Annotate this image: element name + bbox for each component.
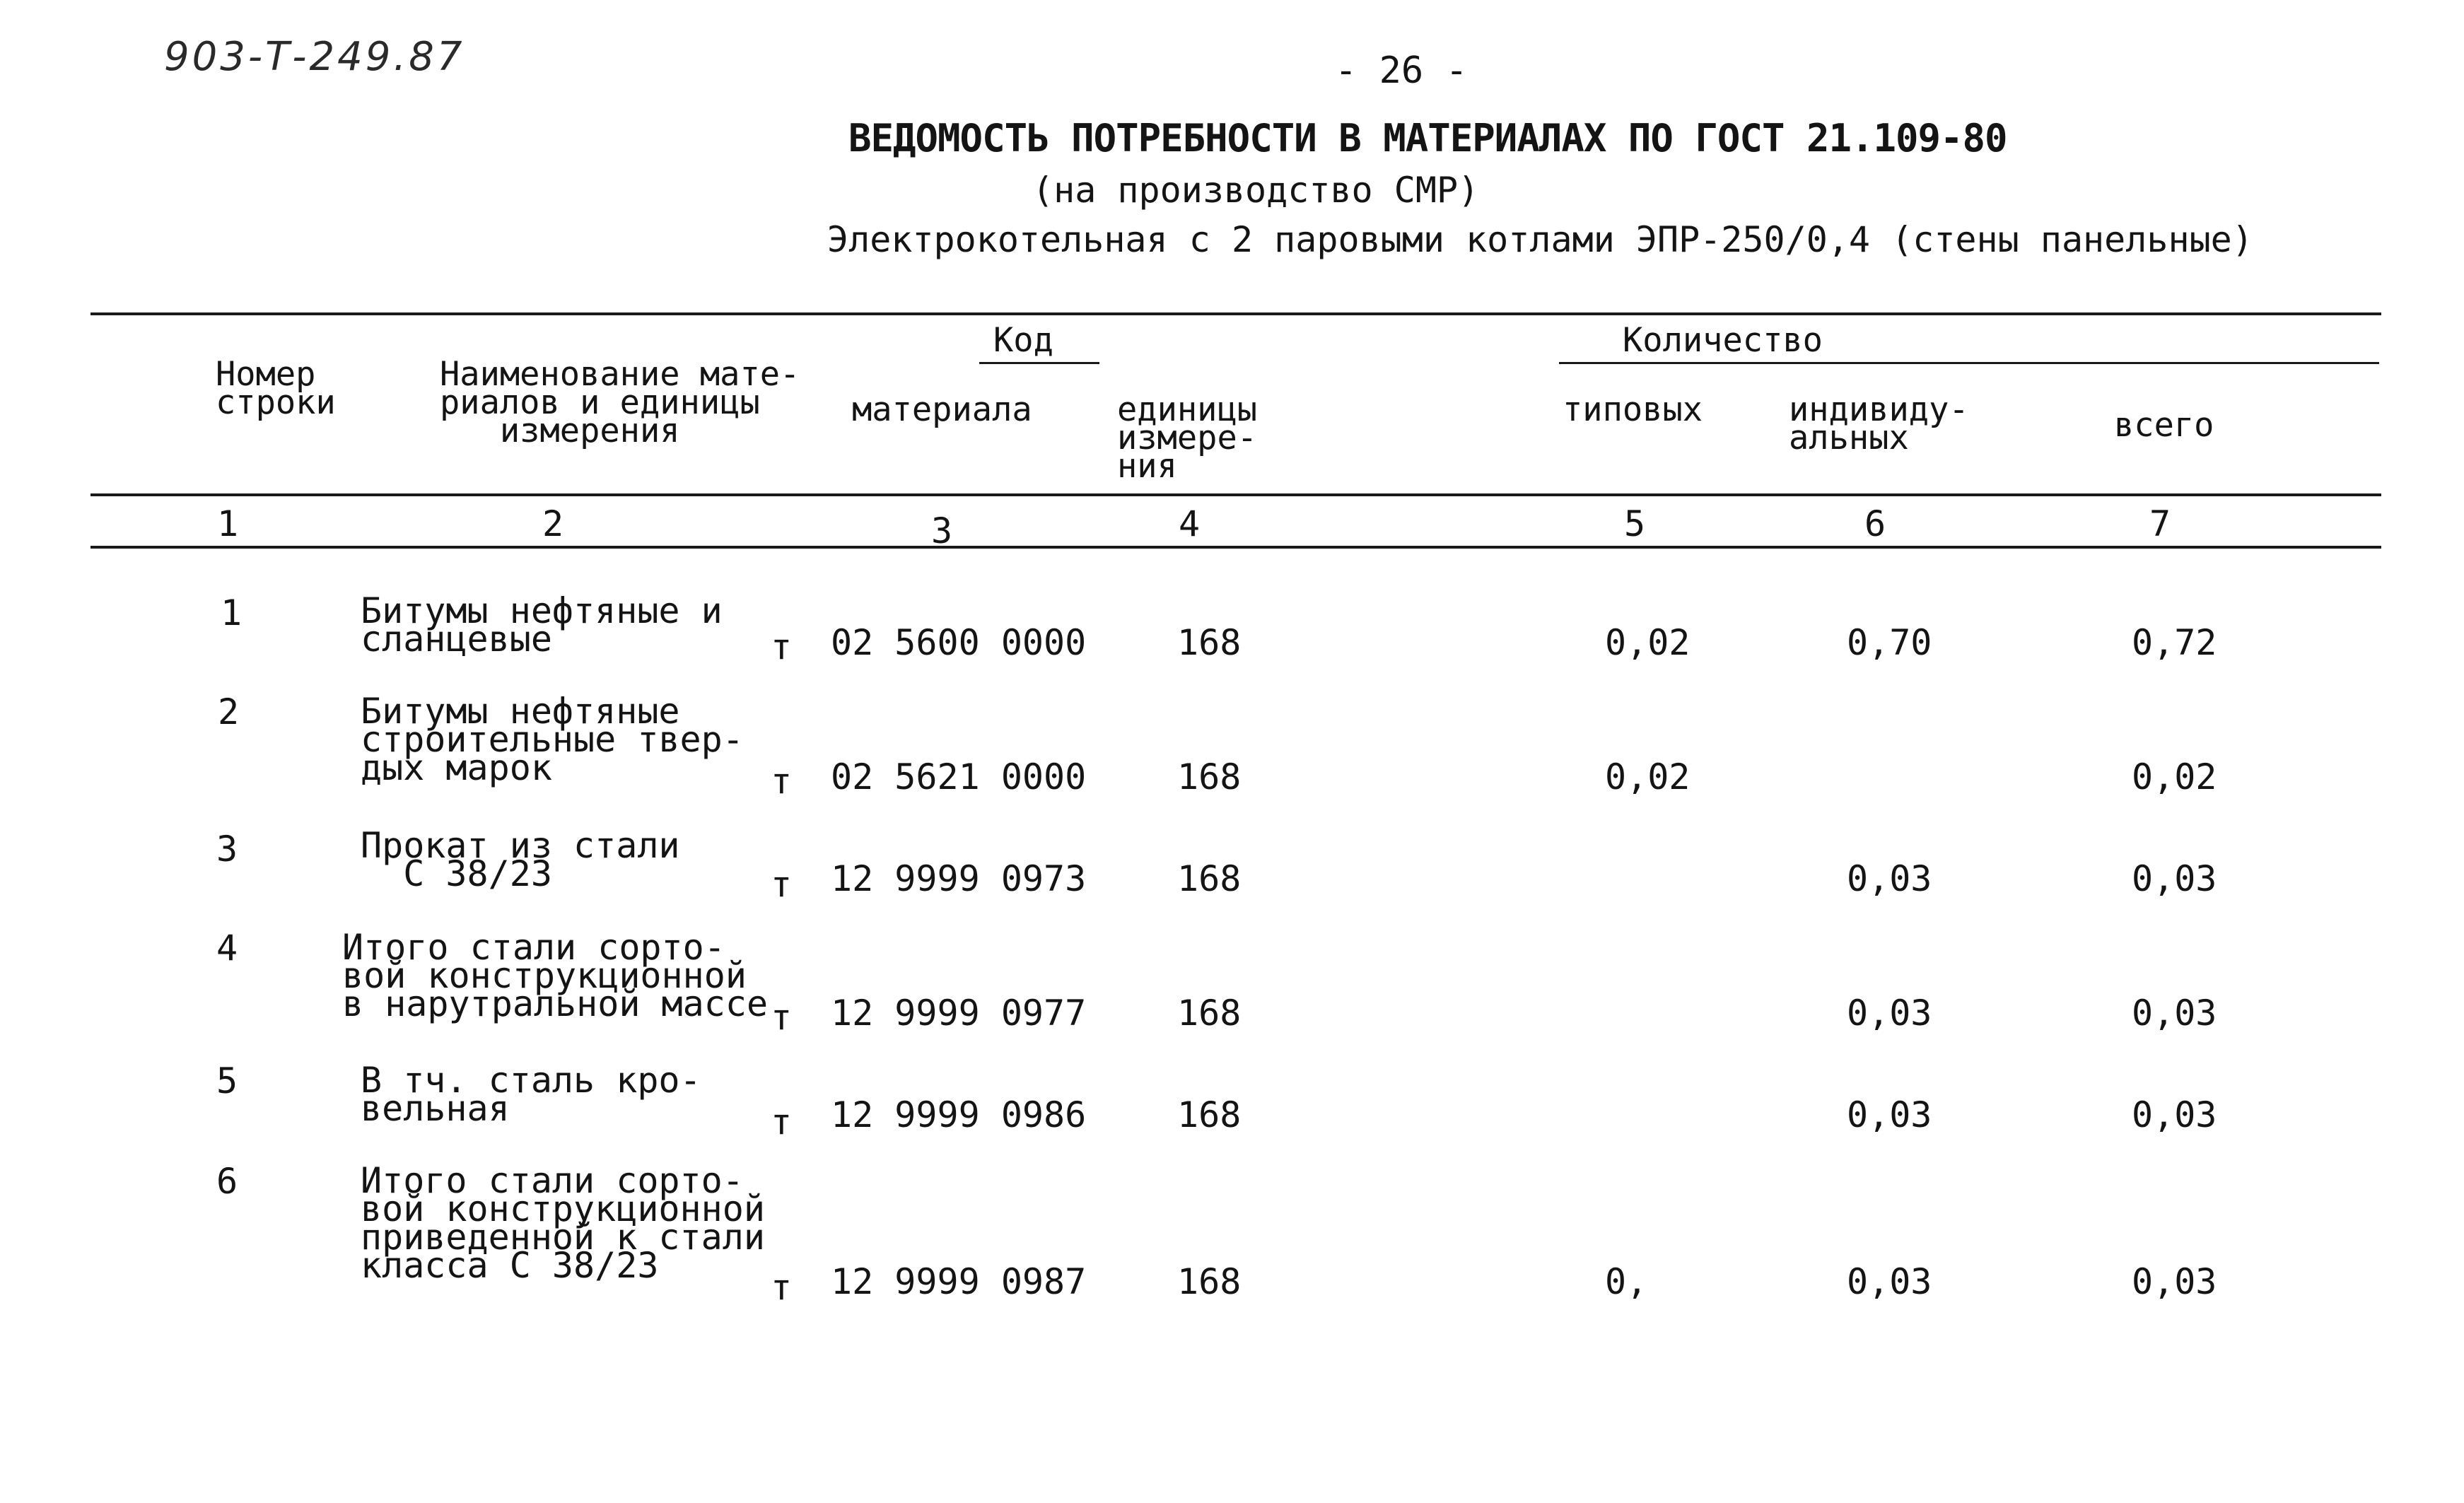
qty-typical: 0,02 xyxy=(1605,622,1691,663)
header-row-number: Номер строки xyxy=(216,355,336,422)
unit-code: 168 xyxy=(1177,622,1242,663)
material-name: Итого стали сорто- вой конструкционной в нарутральной массе xyxy=(342,927,769,1024)
qty-individual: 0,03 xyxy=(1847,1094,1932,1135)
header-material-name: Наименование мате- риалов и единицы измерения xyxy=(440,355,800,450)
header-quantity-group: Количество xyxy=(1623,321,1823,360)
qty-typical: 0, xyxy=(1605,1261,1648,1302)
unit-code: 168 xyxy=(1177,1261,1242,1302)
column-numbers-rule xyxy=(90,546,2381,549)
material-name: Прокат из стали С 38/23 xyxy=(361,825,680,894)
header-qty-total: всего xyxy=(2114,406,2214,445)
material-name: Битумы нефтяные строительные твер- дых марок xyxy=(361,691,744,788)
table-top-rule xyxy=(90,312,2381,315)
material-name: Битумы нефтяные и сланцевые xyxy=(361,590,723,660)
row-number: 6 xyxy=(216,1161,238,1202)
header-qty-typical: типовых xyxy=(1563,390,1703,429)
qty-total: 0,03 xyxy=(2132,993,2217,1034)
header-bottom-rule xyxy=(90,493,2381,496)
unit-code: 168 xyxy=(1177,858,1242,899)
row-number: 2 xyxy=(218,691,240,732)
qty-individual: 0,03 xyxy=(1847,1261,1932,1302)
qty-individual: 0,03 xyxy=(1847,993,1932,1034)
unit-code: 168 xyxy=(1177,993,1242,1034)
qty-total: 0,72 xyxy=(2132,622,2217,663)
page-number: - 26 - xyxy=(1335,49,1468,92)
row-number: 5 xyxy=(216,1060,238,1101)
unit-label: т xyxy=(771,864,793,905)
qty-total: 0,03 xyxy=(2132,858,2217,899)
unit-code: 168 xyxy=(1177,1094,1242,1135)
material-name: В тч. сталь кро- вельная xyxy=(361,1060,701,1129)
material-code: 12 9999 0986 xyxy=(831,1094,1087,1135)
column-number: 4 xyxy=(1178,503,1201,544)
header-code-unit: единицы измере- ния xyxy=(1117,390,1258,486)
qty-individual: 0,03 xyxy=(1847,858,1932,899)
qty-total: 0,03 xyxy=(2132,1094,2217,1135)
row-number: 1 xyxy=(221,592,243,633)
column-number: 1 xyxy=(216,503,239,544)
unit-label: т xyxy=(771,761,793,802)
row-number: 3 xyxy=(216,829,238,870)
unit-label: т xyxy=(771,997,793,1038)
material-name: Итого стали сорто- вой конструкционной приведенной к стали класса С 38/23 xyxy=(361,1160,765,1286)
document-subtitle: (на производство СМР) xyxy=(1032,170,1480,211)
material-code: 02 5600 0000 xyxy=(831,622,1087,663)
qty-typical: 0,02 xyxy=(1605,756,1691,797)
header-qty-individual: индивиду- альных xyxy=(1789,390,1969,457)
material-code: 12 9999 0987 xyxy=(831,1261,1087,1302)
column-number: 7 xyxy=(2149,503,2171,544)
unit-label: т xyxy=(771,1101,793,1142)
code-group-underline xyxy=(979,362,1099,364)
column-number: 2 xyxy=(542,503,564,544)
unit-code: 168 xyxy=(1177,756,1242,797)
header-code-material: материала xyxy=(852,390,1032,429)
unit-label: т xyxy=(771,626,793,667)
material-code: 12 9999 0977 xyxy=(831,993,1087,1034)
row-number: 4 xyxy=(216,928,238,969)
qty-individual: 0,70 xyxy=(1847,622,1932,663)
column-number: 6 xyxy=(1864,503,1886,544)
material-code: 02 5621 0000 xyxy=(831,756,1087,797)
document-code-stamp: 903-Т-249.87 xyxy=(164,34,465,80)
material-code: 12 9999 0973 xyxy=(831,858,1087,899)
header-code-group: Код xyxy=(993,321,1053,360)
object-description: Электрокотельная с 2 паровыми котлами ЭПР-250/0,4 (стены панельные) xyxy=(827,219,2253,260)
unit-label: т xyxy=(771,1267,793,1308)
document-title: ВЕДОМОСТЬ ПОТРЕБНОСТИ В МАТЕРИАЛАХ ПО ГОСТ 21.109-80 xyxy=(848,116,2007,160)
qty-total: 0,03 xyxy=(2132,1261,2217,1302)
column-number: 5 xyxy=(1623,503,1646,544)
quantity-group-underline xyxy=(1559,362,2379,364)
qty-total: 0,02 xyxy=(2132,756,2217,797)
column-number: 3 xyxy=(930,510,953,551)
